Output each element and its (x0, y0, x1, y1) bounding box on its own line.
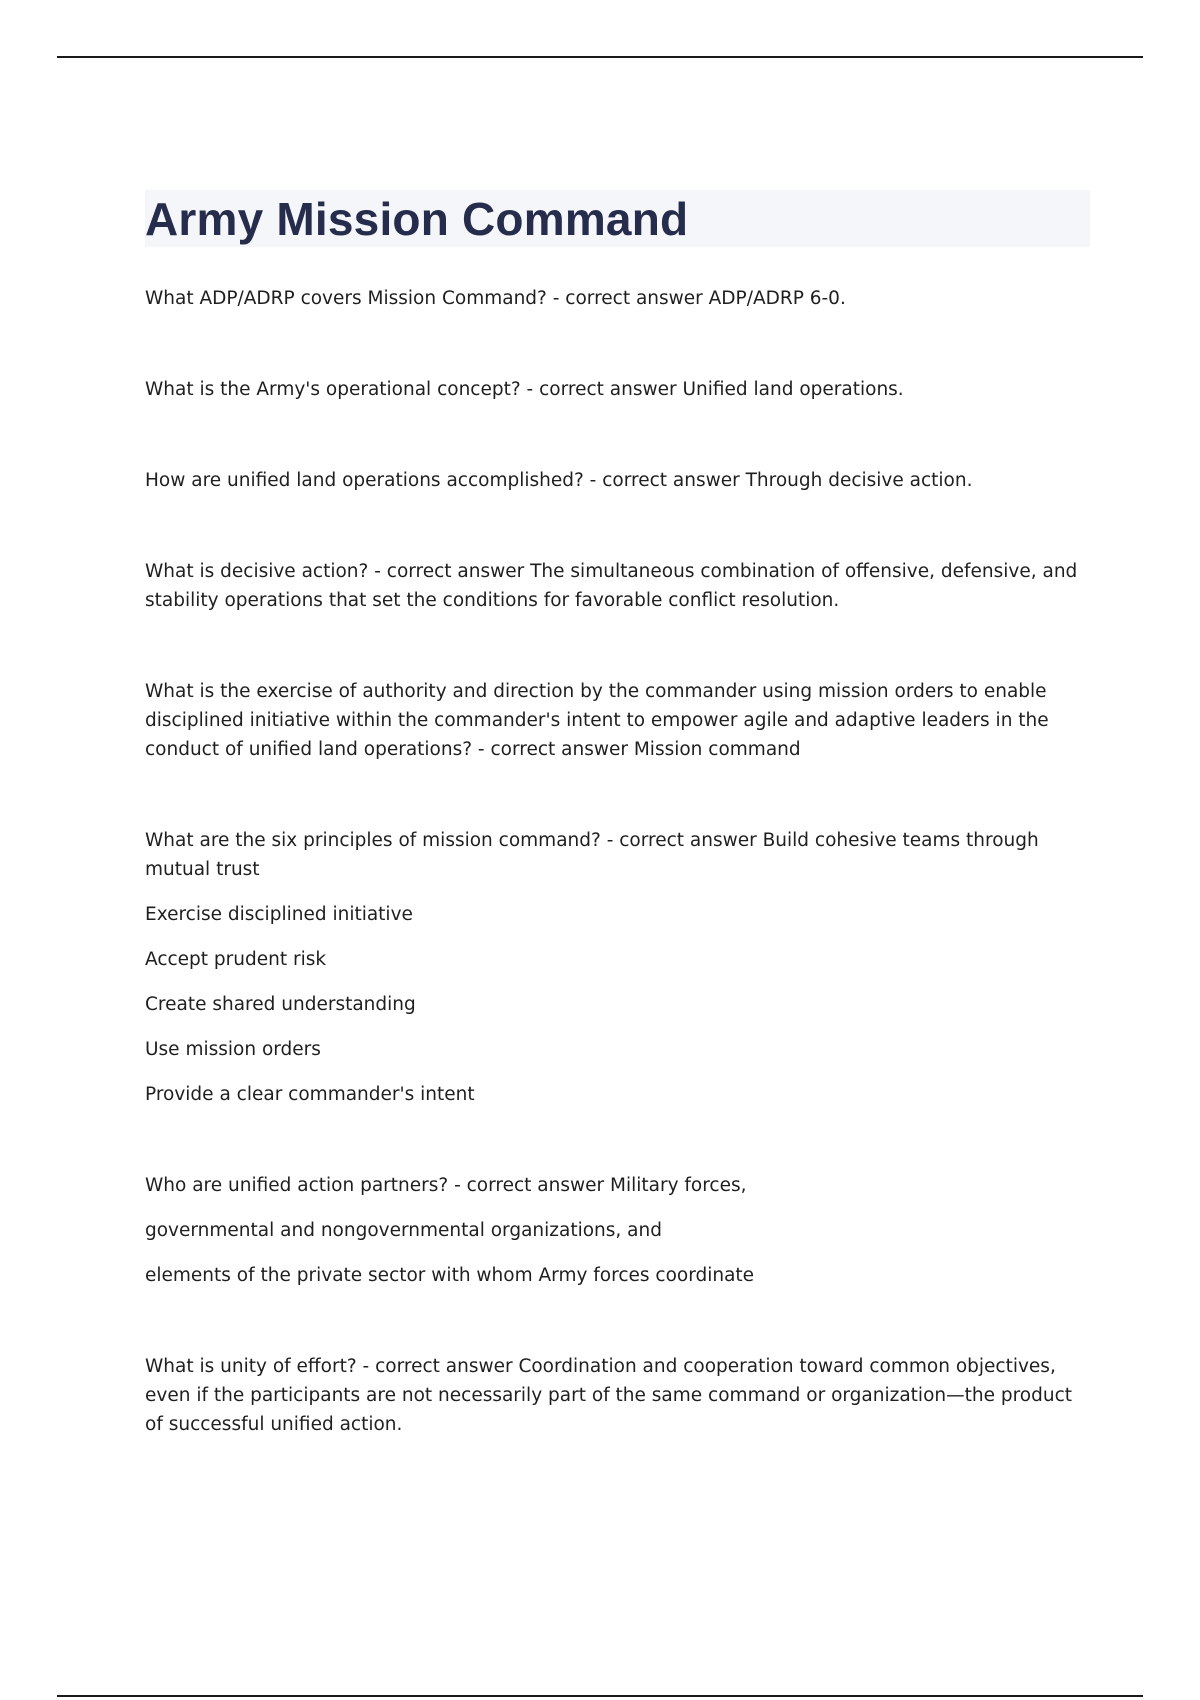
qa-item (145, 284, 1090, 313)
title-banner (145, 190, 1090, 247)
header-rule (57, 56, 1143, 58)
qa-text: What is unity of effort? - correct answer Coordination and cooperation toward common objectives, even if the participants are not necessarily part of the same command or organization—the product of successful unified action. (145, 1356, 1073, 1435)
qa-text: How are unified land operations accomplished? - correct answer Through decisive action. (145, 470, 973, 491)
continuation-line: elements of the private sector with whom Army forces coordinate (145, 1265, 755, 1286)
qa-item (145, 677, 1090, 764)
qa-text: What is the exercise of authority and direction by the commander using mission orders to enable disciplined initiative within the commander's intent to empower agile and adaptive leaders in the conduct of unified land operations? - correct answer Mission command (145, 681, 1049, 760)
qa-item (145, 1171, 1090, 1290)
qa-text: Who are unified action partners? - correct answer Military forces, (145, 1175, 747, 1196)
principle-line: Accept prudent risk (145, 949, 327, 970)
document-body (145, 190, 1090, 1501)
qa-text: What are the six principles of mission command? - correct answer Build cohesive teams through mutual trust (145, 830, 1039, 880)
qa-text: What is the Army's operational concept? - correct answer Unified land operations. (145, 379, 904, 400)
qa-item (145, 466, 1090, 495)
principle-line: Exercise disciplined initiative (145, 904, 413, 925)
qa-item (145, 375, 1090, 404)
principle-line: Create shared understanding (145, 994, 416, 1015)
qa-text: What is decisive action? - correct answer The simultaneous combination of offensive, defensive, and stability operations that set the conditions for favorable conflict resolution. (145, 561, 1078, 611)
principle-line: Use mission orders (145, 1039, 321, 1060)
qa-text: What ADP/ADRP covers Mission Command? - correct answer ADP/ADRP 6-0. (145, 288, 846, 309)
qa-item (145, 826, 1090, 1109)
footer-rule (57, 1695, 1143, 1697)
qa-item (145, 557, 1090, 615)
continuation-line: governmental and nongovernmental organizations, and (145, 1220, 662, 1241)
page-title: Army Mission Command (145, 192, 689, 245)
principle-line: Provide a clear commander's intent (145, 1084, 475, 1105)
qa-item (145, 1352, 1090, 1439)
